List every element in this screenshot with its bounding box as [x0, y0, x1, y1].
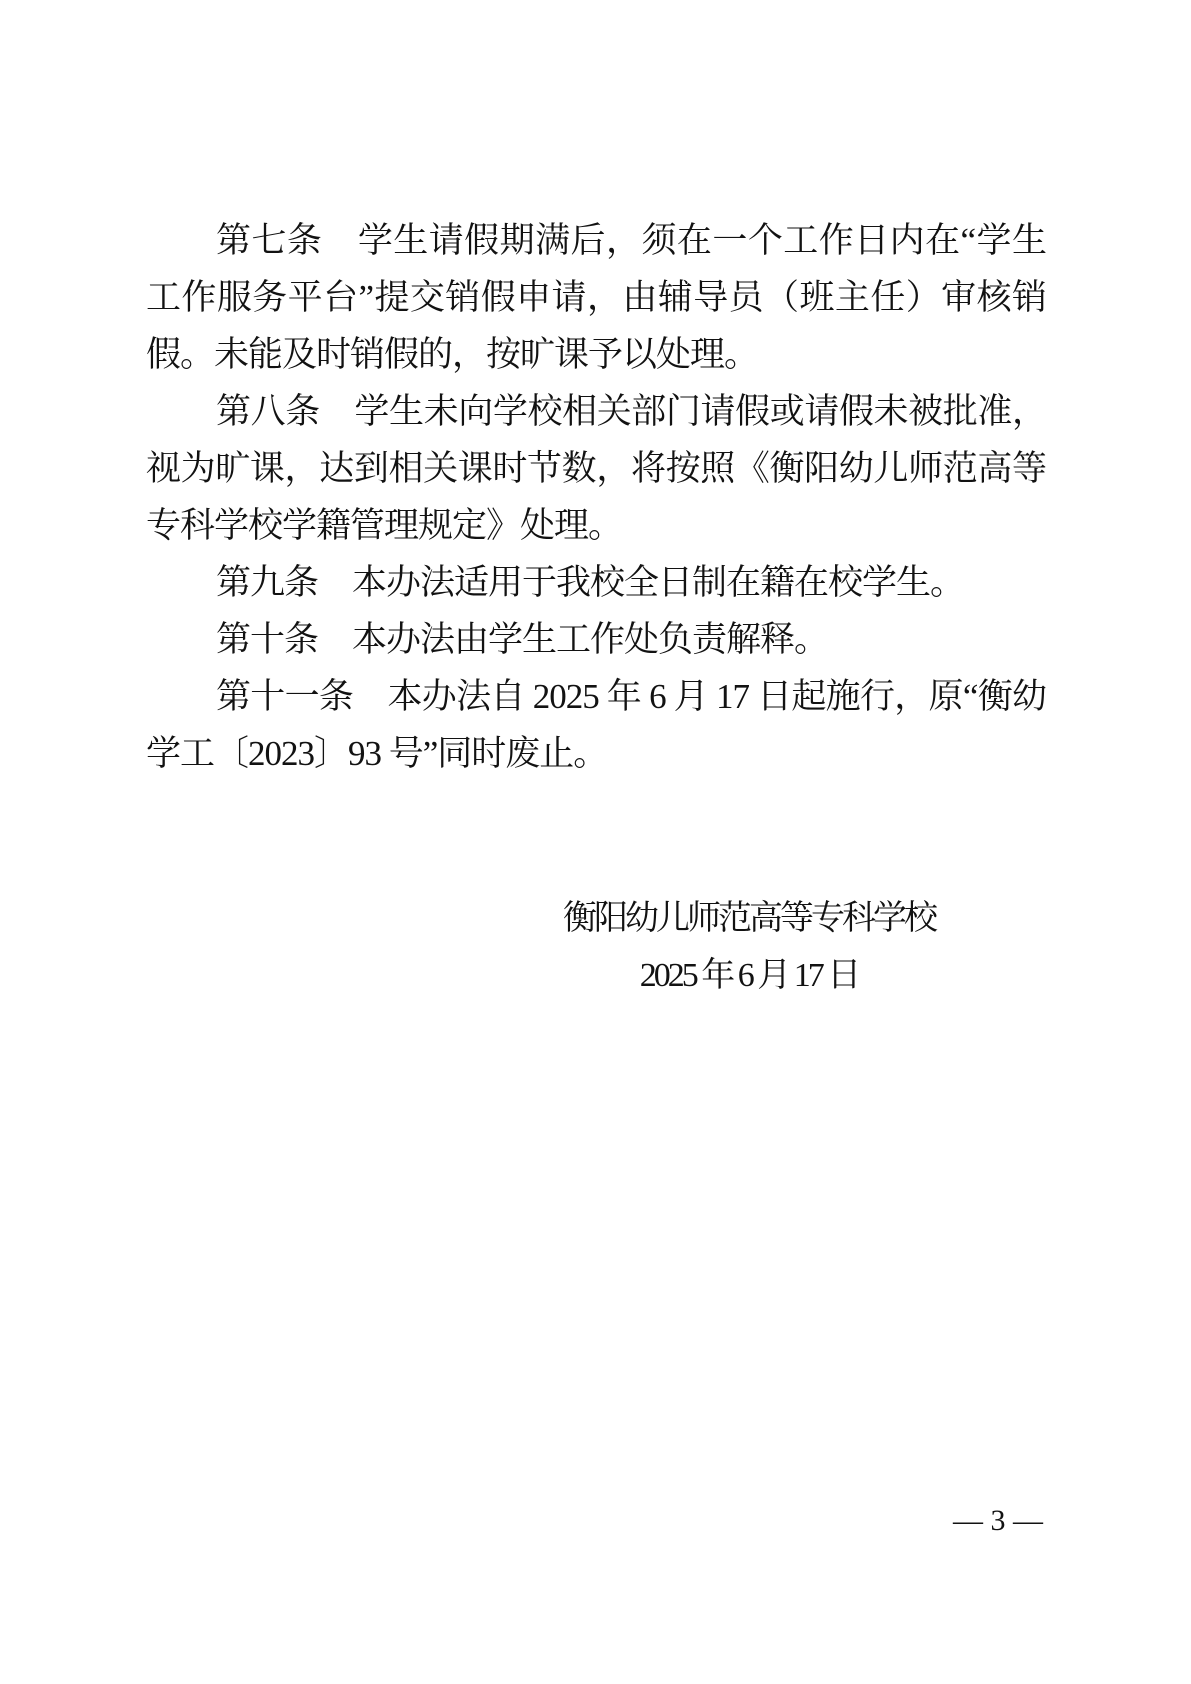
paragraph-article-11: 第十一条 本办法自 2025 年 6 月 17 日起施行，原“衡幼学工〔2023〕93 号”同时废止。: [146, 677, 1046, 773]
signature-organization: 衡阳幼儿师范高等专科学校: [563, 900, 935, 937]
paragraph-article-7: 第七条 学生请假期满后，须在一个工作日内在“学生工作服务平台”提交销假申请，由辅导员（班主任）审核销假。未能及时销假的，按旷课予以处理。: [146, 221, 1046, 374]
page-number: — 3 —: [953, 1504, 1043, 1537]
paragraph-article-8: 第八条 学生未向学校相关部门请假或请假未被批准，视为旷课，达到相关课时节数，将按照《衡阳幼儿师范高等专科学校学籍管理规定》处理。: [146, 392, 1046, 545]
document-body: [146, 212, 1046, 1004]
paragraph-article-9: 第九条 本办法适用于我校全日制在籍在校学生。: [216, 563, 965, 602]
signature-block: [539, 890, 959, 1004]
paragraph-article-10: 第十条 本办法由学生工作处负责解释。: [216, 620, 829, 659]
signature-date: 2025 年 6 月 17 日: [639, 957, 859, 994]
